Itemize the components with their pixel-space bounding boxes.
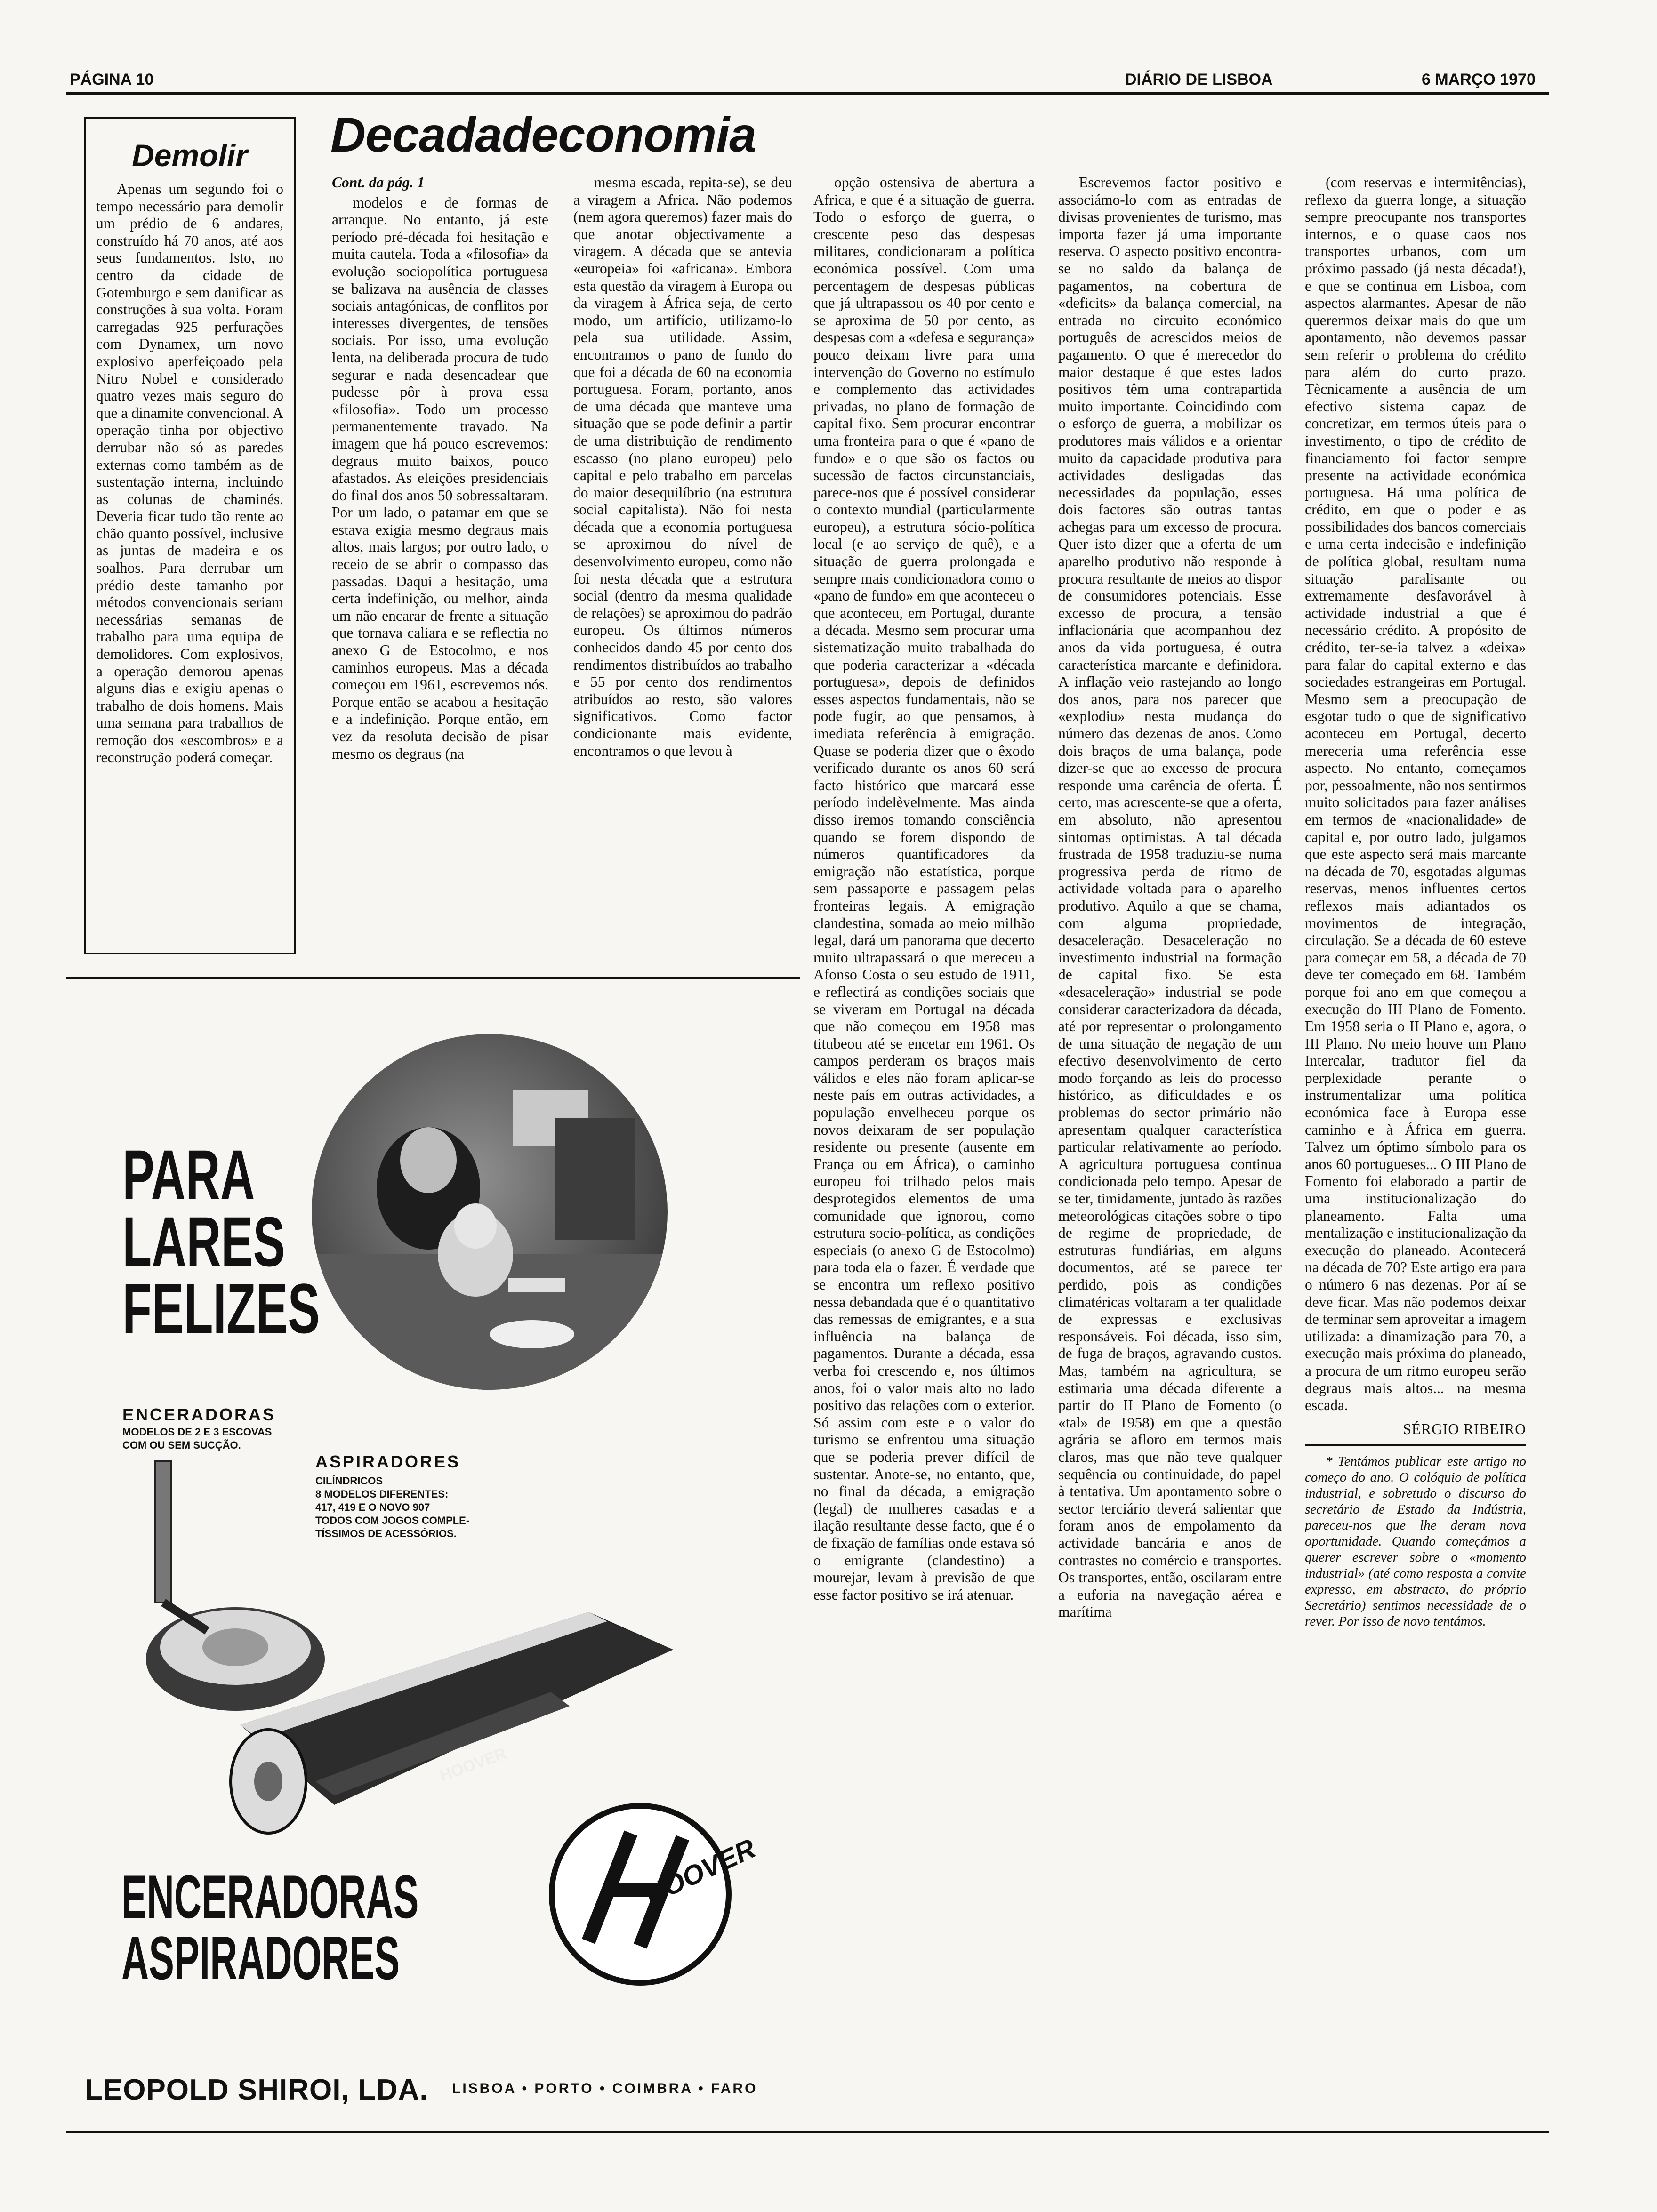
ad-headline-line-1: PARA [122,1135,255,1214]
hoover-logo-text: HOOVER [640,1833,761,1911]
company-cities: LISBOA • PORTO • COIMBRA • FARO [452,2081,758,2096]
aspiradores-desc-line-3: 417, 419 E O NOVO 907 [315,1501,430,1513]
enceradoras-description [122,1426,272,1452]
ad-top-rule [66,977,800,979]
issue-date: 6 MARÇO 1970 [1422,71,1536,88]
sidebar-body [96,181,283,943]
column-4-text: Escrevemos factor positivo e associámo-lo com as entradas de divisas provenientes de turismo, mas importa fazer já uma importante reserva. O aspecto positivo encontra-se no saldo da balança de pagamentos, na cobertura de «deficits» da balança comercial, na entrada no circuito económico português de acrescidos meios de pagamento. O que é merecedor do maior destaque é que estes lados positivos têm uma contrapartida muito importante. Coincidindo com o esforço de guerra, a mobilizar os produtores mais válidos e a orientar muito da capacidade produtiva para actividades desligadas das necessidades da população, esses dois factores são outras tantas achegas para um excesso de procura. Quer isto dizer que a oferta de um aparelho produtivo não responde à procura resultante de meios ao dispor de consumidores potenciais. Esse excesso de procura, a tensão inflacionária que acompanhou dez anos da vida portuguesa, é outra característica marcante e definidora. A inflação veio rastejando ao longo dos anos, para nos parecer que «explodiu» nesta mudança do número das dezenas de anos. Como dois braços de uma balança, pode dizer-se que ao excesso de procura responde uma carência de oferta. É certo, mas acrescente-se que a oferta, em absoluto, não apresentou sintomas optimistas. A tal década frustrada de 1958 traduziu-se numa progressiva perda de ritmo de actividade voltada para o aparelho produtivo. Aquilo a que se chama, com alguma propriedade, desaceleração. Desaceleração no investimento industrial na formação de capital fixo. Se esta «desaceleração» industrial se pode considerar caracterizadora da década, até por representar o prolongamento de uma situação de negação de um efectivo desenvolvimento de certo modo forçando as leis do processo histórico, as dificuldades e os problemas do sector primário não apresentam qualquer característica particular relativamente ao período. A agricultura portuguesa continua condicionada pelo tempo. Apesar de se ter, timidamente, juntado às razões meteorológicas citações sobre o tipo de regime de propriedade, de estruturas fundiárias, em alguns documentos, até se parece ter perdido, pois as condições climatéricas voltaram a ter qualidade de expressas e exclusivas responsáveis. Foi década, isso sim, de fuga de braços, agravando custos. Mas, também na agricultura, se estimaria uma década diferente a partir do II Plano de Fomento (o «tal» de 1958) em que a questão agrária se afloro em termos mais claros, mas que não teve qualquer sequência ou continuidade, do papel à tentativa. Um apontamento sobre o sector terciário deverá salientar que foram anos de empolamento da actividade bancária e anos de contrastes no comércio e transportes. Os transportes, então, oscilaram entre a euforia na navegação aérea e marítima [1058,174,1282,1620]
hoover-logo [546,1800,761,1988]
company-name: LEOPOLD SHIROI, LDA. [85,2074,428,2106]
newspaper-name: DIÁRIO DE LISBOA [1125,71,1273,88]
aspiradores-desc-line-2: 8 MODELOS DIFERENTES: [315,1488,449,1500]
sidebar-title: Demolir [132,138,248,173]
article-title: Decadadeconomia [330,108,756,162]
note-rule [1305,1444,1526,1449]
ad-big-line-1: ENCERADORAS [121,1862,419,1931]
enceradoras-desc-line-1: MODELOS DE 2 E 3 ESCOVAS [122,1426,272,1438]
ad-product-lines [121,1862,419,1992]
aspiradores-desc-line-1: CILÍNDRICOS [315,1475,383,1487]
sidebar-text: Apenas um segundo foi o tempo necessário para demolir um prédio de 6 andares, construído há 70 anos, até aos seus fundamentos. Isto, no centro da cidade de Gotemburgo e sem danificar as construções à sua volta. Foram carregadas 925 perfurações com Dynamex, um novo explosivo aperfeiçoado pela Nitro Nobel e considerado quatro vezes mais seguro do que a dinamite convencional. A operação tinha por objectivo derrubar não só as paredes externas como também as de sustentação interna, incluindo as colunas de chaminés. Deveria ficar tudo tão rente ao chão quanto possível, inclusive as juntas de madeira e os soalhos. Para derrubar um prédio deste tamanho por métodos convencionais seriam necessárias semanas de trabalho para uma equipa de demolidores. Com explosivos, a operação demorou apenas alguns dias e exigiu apenas o trabalho de dois homens. Mais uma semana para trabalhos de remoção dos «escombros» e a reconstrução poderá começar. [96,181,283,766]
column-5-text: (com reservas e intermitências), reflexo da guerra longe, a situação sempre preocupante nos transportes internos, e o quase caos nos transportes urbanos, com um próximo passado (já nesta década!), e que se continua em Lisboa, com aspectos alarmantes. Apesar de não querermos deixar mais do que um apontamento, não devemos passar sem referir o problema do crédito para além do curto prazo. Tècnicamente a ausência de um efectivo sistema capaz de concretizar, em termos úteis para o investimento, o tipo de crédito de financiamento foi factor sempre presente na actividade económica portuguesa. Há uma política de crédito, em que o poder e as possibilidades dos bancos comerciais e uma certa indecisão e indefinição de política global, resultam numa situação paralisante ou extremamente desfavorável à actividade industrial a que é necessário crédito. A propósito de crédito, ter-se-ia talvez a «deixa» para falar do capital externo e das sociedades estrangeiras em Portugal. Mesmo sem a preocupação de esgotar tudo o que de significativo aconteceu em Portugal, decerto mereceria uma referência esse aspecto. No entanto, começamos por, pessoalmente, não nos sentirmos muito solicitados para fazer análises em termos de «nacionalidade» de capital e, por outro lado, julgamos que este aspecto será mais marcante na década de 70, esgotadas algumas reservas, menos influentes certos reflexos mais adiantados os movimentos de integração, circulação. Se a década de 60 esteve para começar em 58, a década de 70 deve ter começado em 68. Também porque foi ano em que começou a execução do III Plano de Fomento. Em 1958 seria o II Plano e, agora, o III Plano. No meio houve um Plano Intercalar, tradutor fiel da perplexidade perante o instrumentalizar uma política económica face à Europa esse caminho e à África em guerra. Talvez um óptimo símbolo para os anos 60 portugueses... O III Plano de Fomento foi elaborado a partir de uma institucionalização do planeamento. Falta uma mentalização e institucionalização da execução do planeado. Acontecerá na década de 70? Este artigo era para o número 6 nas dezenas. Por aí se deve ficar. Mas não podemos deixar de terminar sem aproveitar a imagem utilizada: a dinamização para 70, a execução mais próxima do planeado, a procura de um ritmo europeu serão degraus mais altos... na mesma escada. [1305,174,1526,1414]
continuation-note: Cont. da pág. 1 [332,174,425,191]
column-3-text: opção ostensiva de abertura a Africa, e que é a situação de guerra. Todo o esforço de guerra, o crescente peso das despesas militares, condicionaram a política económica possível. Com uma percentagem de despesas públicas que já ultrapassou os 40 por cento e se aproxima de 50 por cento, as despesas com a «defesa e segurança» pouco deixam livre para uma intervenção do Governo no estímulo e complemento das actividades privadas, no plano de formação de capital fixo. Sem procurar encontrar uma fronteira para o que é «pano de fundo» e o que são os factos ou sucessão de factos circunstanciais, parece-nos que é possível considerar o contexto mundial (particularmente europeu), a estrutura sócio-política local (e ao serviço de quê), e a situação de guerra prolongada e sempre mais condicionadora como o «pano de fundo» em que aconteceu o que aconteceu, em Portugal, durante a década. Mesmo sem procurar uma sistematização muito trabalhada do que poderia caracterizar a «década portuguesa», depois de definidos esses aspectos fundamentais, não se pode fugir, ao que pensamos, à imediata referência à emigração. Quase se poderia dizer que o êxodo verificado durante os anos 60 será facto histórico que marcará esse período indelèvelmente. Mas ainda disso iremos tomando consciência quando se forem dispondo de números quantificadores da emigração não estatística, porque sem passaporte e passagem pelas fronteiras legais. A emigração clandestina, somada ao meio milhão legal, dará um panorama que decerto muito ultrapassará o que mereceu a Afonso Costa o seu estudo de 1911, e reflectirá as condições sociais que se viveram em Portugal na década que não começou em 1958 mas titubeou até se encetar em 1961. Os campos perderam os braços mais válidos e eles não foram aplicar-se neste país em outras actividades, a população envelheceu porque os novos deixaram de ser população residente ou presente (ausente em França ou em África), o caminho europeu foi trilhado pelos mais desprotegidos elementos de uma comunidade que ignorou, como estrutura socio-política, as condições especiais (o anexo G de Estocolmo) para toda ela o fazer. É verdade que se encontra um reflexo positivo nessa debandada que é o quantitativo das remessas de emigrantes, e a sua influência na balança de pagamentos. Durante a década, essa verba foi crescendo e, nos últimos anos, foi o valor mais alto no lado positivo das relações com o exterior. Só assim com este e o valor do turismo se enfrentou uma situação que se poderia prever difícil de sustentar. Anote-se, no entanto, que, no final da década, a emigração (legal) de mulheres casadas e a ilação resultante desse facto, que é o de fixação de famílias onde estava só o emigrante (clandestino) a mourejar, levam à previsão de que esse factor positivo se irá atenuar. [813,174,1035,1603]
author-signature: SÉRGIO RIBEIRO [1403,1420,1526,1437]
enceradoras-desc-line-2: COM OU SEM SUCÇÃO. [122,1439,241,1451]
article-column-3 [813,174,1035,2113]
article-column-1 [332,174,548,965]
family-photo [311,1033,668,1391]
aspiradores-desc-line-5: TÍSSIMOS DE ACESSÓRIOS. [315,1528,457,1539]
ad-headline [122,1135,320,1348]
ad-big-line-2: ASPIRADORES [121,1923,400,1992]
article-column-2 [573,174,792,965]
article-column-5 [1305,174,1526,2113]
hoover-advertisement [66,981,800,2144]
author-note: * Tentámos publicar este artigo no começo do ano. O colóquio de política industrial, e sobretudo o discurso do secretário de Estado da Indústria, pareceu-nos que lhe deram nova oportunidade. Quando começámos a querer escrever sobre o «momento industrial» (até como resposta a convite expresso, em abstracto, do próprio Secretário) sentimos necessidade de o rever. Por isso de novo tentámos. [1305,1454,1526,1629]
aspiradores-desc-line-4: TODOS COM JOGOS COMPLE- [315,1515,470,1526]
article-column-4 [1058,174,1282,2113]
column-2-text: mesma escada, repita-se), se deu a viragem a Africa. Não podemos (nem agora queremos) fazer mais do que anotar objectivamente a viragem. A década que se antevia «europeia» foi «africana». Embora esta questão da viragem à Europa ou da viragem à África seja, de certo modo, um artifício, utilizamo-lo pela sua utilidade. Assim, encontramos o pano de fundo do que foi a década de 60 na economia portuguesa. Foram, portanto, anos de uma década que manteve uma situação que se pode definir a partir de uma distribuição de rendimento escasso (no plano europeu) pelo capital e pelo trabalho em parcelas do maior desequilíbrio (na estrutura social capitalista). Não foi nesta década que a economia portuguesa se aproximou do nível de desenvolvimento europeu, como não foi nesta década que a estrutura social (dentro da mesma qualidade de relações) se aproximou do padrão europeu. Os últimos números conhecidos dando 45 por cento dos rendimentos distribuídos ao trabalho e 55 por cento dos rendimentos atribuídos ao resto, são valores significativos. Como factor condicionante mais evidente, encontramos o que levou à [573,174,792,759]
ad-headline-line-2: LARES [122,1202,285,1281]
aspiradores-description [315,1475,469,1540]
ad-headline-line-3: FELIZES [122,1269,320,1348]
masthead-rule [66,92,1549,95]
enceradoras-label: ENCERADORAS [122,1405,276,1424]
aspiradores-label: ASPIRADORES [315,1452,461,1471]
vacuum-brand-text: HOOVER [437,1744,509,1785]
sidebar-box [84,117,296,954]
column-1-text: modelos e de formas de arranque. No entanto, já este período pré-década foi hesitação e muita cautela. Toda a «filosofia» da evolução sociopolítica portuguesa se balizava na ausência de classes sociais antagónicas, de conflitos por interesses divergentes, de tensões sociais. Por isso, uma evolução lenta, na deliberada procura de tudo segurar e nada desencadear que pudesse pôr à prova essa «filosofia». Todo um processo permanentemente travado. Na imagem que há pouco escrevemos: degraus muito baixos, pouco afastados. As eleições presidenciais do final dos anos 50 sobressaltaram. Por um lado, o patamar em que se estava exigia mesmo degraus mais altos, mais largos; por outro lado, o receio de se abrir o compasso das passadas. Daqui a hesitação, uma certa indefinição, ou melhor, ainda um não encarar de frente a situação que tornava caliara e se reflectia no anexo G de Estocolmo, e nos caminhos europeus. Mas a década começou em 1961, escrevemos nós. Porque então se acabou a hesitação e a indefinição. Porque então, em vez da resoluta decisão de pisar mesmo os degraus (na [332,194,548,762]
page-number: PÁGINA 10 [70,71,154,88]
bottom-rule [66,2131,1549,2133]
